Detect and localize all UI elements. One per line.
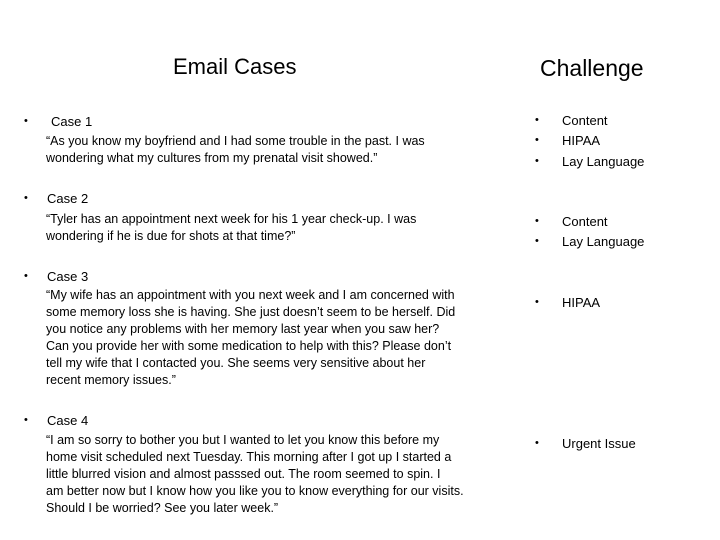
challenge-label: Content [562, 113, 608, 128]
challenge-bullet: • [535, 215, 539, 227]
case-1-title: Case 1 [51, 114, 93, 129]
challenge-item [0, 132, 720, 149]
challenge-item [0, 294, 720, 311]
challenge-bullet: • [535, 296, 539, 308]
challenge-label: Urgent Issue [562, 436, 636, 451]
case-4-quote: “I am so sorry to bother you but I wanted to let you know this before my home visit scheduled next Tuesday. This morning after I got up I started a little blurred vision and almost passsed out. The room seemed to spin. I am better now but I know how you like you to know everything for our visits. Should I be worried? See you later week.” [46, 433, 464, 515]
case-4-bullet: • [24, 414, 28, 426]
challenge-label: Lay Language [562, 154, 645, 169]
case-1-bullet: • [24, 115, 28, 127]
case-3-quote: “My wife has an appointment with you next week and I am concerned with some memory loss she is having. She just doesn’t seem to be herself. Did you notice any problems with her memory last year when you saw her? Can you provide her with some medication to help with this? Please don’t tell my wife that I contacted you. She seems very sensitive about her recent memory issues.” [46, 288, 456, 387]
challenge-item [0, 112, 720, 129]
case-3-title: Case 3 [47, 269, 89, 284]
challenge-label: Content [562, 214, 608, 229]
case-2-title: Case 2 [47, 191, 89, 206]
case-3-bullet: • [24, 270, 28, 282]
case-2-quote: “Tyler has an appointment next week for his 1 year check-up. I was wondering if he is due for shots at that time?” [46, 212, 417, 243]
case-2-bullet: • [24, 192, 28, 204]
challenge-item [0, 213, 720, 230]
challenge-item [0, 153, 720, 170]
case-4-title: Case 4 [47, 413, 89, 428]
challenge-bullet: • [535, 437, 539, 449]
challenge-heading: Challenge [540, 55, 644, 81]
challenge-bullet: • [535, 114, 539, 126]
challenge-label: Lay Language [562, 234, 645, 249]
challenge-item [0, 435, 720, 452]
email-cases-heading: Email Cases [173, 54, 297, 79]
challenge-bullet: • [535, 235, 539, 247]
challenge-label: HIPAA [562, 133, 601, 148]
challenge-bullet: • [535, 134, 539, 146]
challenge-bullet: • [535, 155, 539, 167]
challenge-item [0, 233, 720, 250]
challenge-label: HIPAA [562, 295, 601, 310]
case-1-quote: “As you know my boyfriend and I had some trouble in the past. I was wondering what my cultures from my prenatal visit showed.” [46, 134, 425, 165]
